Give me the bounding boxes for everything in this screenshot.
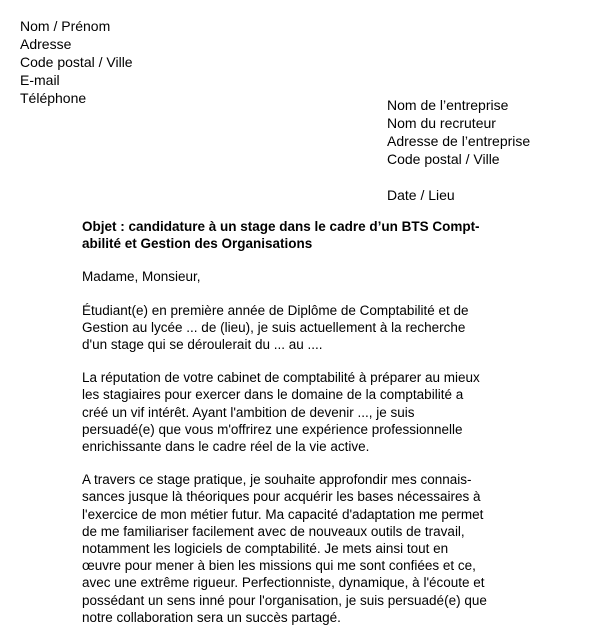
sender-phone: Téléphone	[20, 90, 87, 106]
paragraph-line: l'exercice de mon métier futur. Ma capacité d'adaptation me permet	[82, 506, 484, 522]
paragraph-line: les stagiaires pour exercer dans le domaine de la comptabilité a	[82, 387, 464, 403]
paragraph-line: A travers ce stage pratique, je souhaite approfondir mes connais-	[82, 472, 472, 488]
sender-block	[20, 17, 133, 107]
recipient-company-address: Adresse de l’entreprise	[387, 133, 531, 149]
paragraph-line: avec une extrême rigueur. Perfectionniste, dynamique, à l'écoute et	[82, 575, 485, 591]
paragraph-line: d'un stage qui se déroulerait du ... au ....	[82, 337, 323, 353]
paragraph-line: persuadé(e) que vous m'offrirez une expérience professionnelle	[82, 421, 463, 437]
sender-postal-city: Code postal / Ville	[20, 54, 133, 70]
paragraph-line: La réputation de votre cabinet de comptabilité à préparer au mieux	[82, 370, 480, 386]
recipient-postal-city: Code postal / Ville	[387, 151, 500, 167]
paragraph-motivation	[82, 369, 512, 455]
paragraph-skills	[82, 471, 512, 626]
paragraph-line: notamment les logiciels de comptabilité. Je mets ainsi tout en	[82, 541, 449, 557]
salutation-text: Madame, Monsieur,	[82, 269, 201, 285]
paragraph-line: possédant un sens inné pour l'organisation, je suis persuadé(e) que	[82, 592, 487, 608]
paragraph-line: Gestion au lycée ... de (lieu), je suis actuellement à la recherche	[82, 319, 466, 335]
paragraph-line: notre collaboration sera un succès partagé.	[82, 609, 341, 625]
salutation	[82, 268, 512, 285]
letter-body	[82, 218, 512, 626]
recipient-block	[387, 96, 530, 204]
paragraph-intro	[82, 302, 512, 354]
sender-address: Adresse	[20, 36, 72, 52]
paragraph-line: de me familiariser facilement avec de nouveaux outils de travail,	[82, 523, 465, 539]
subject-line-text: abilité et Gestion des Organisations	[82, 236, 313, 252]
recipient-recruiter: Nom du recruteur	[387, 115, 496, 131]
paragraph-line: sances jusque là théoriques pour acquérir les bases nécessaires à	[82, 489, 481, 505]
paragraph-line: œuvre pour mener à bien les missions qui me sont confiées et ce,	[82, 558, 476, 574]
date-place: Date / Lieu	[387, 187, 455, 203]
sender-email: E-mail	[20, 72, 60, 88]
recipient-company: Nom de l’entreprise	[387, 97, 509, 113]
subject-line	[82, 218, 512, 252]
paragraph-line: Étudiant(e) en première année de Diplôme de Comptabilité et de	[82, 302, 469, 318]
sender-name: Nom / Prénom	[20, 18, 111, 34]
paragraph-line: créé un vif intérêt. Ayant l'ambition de devenir ..., je suis	[82, 404, 415, 420]
subject-line-text: Objet : candidature à un stage dans le cadre d’un BTS Compt-	[82, 219, 480, 234]
paragraph-line: enrichissante dans le cadre réel de la vie active.	[82, 439, 370, 455]
